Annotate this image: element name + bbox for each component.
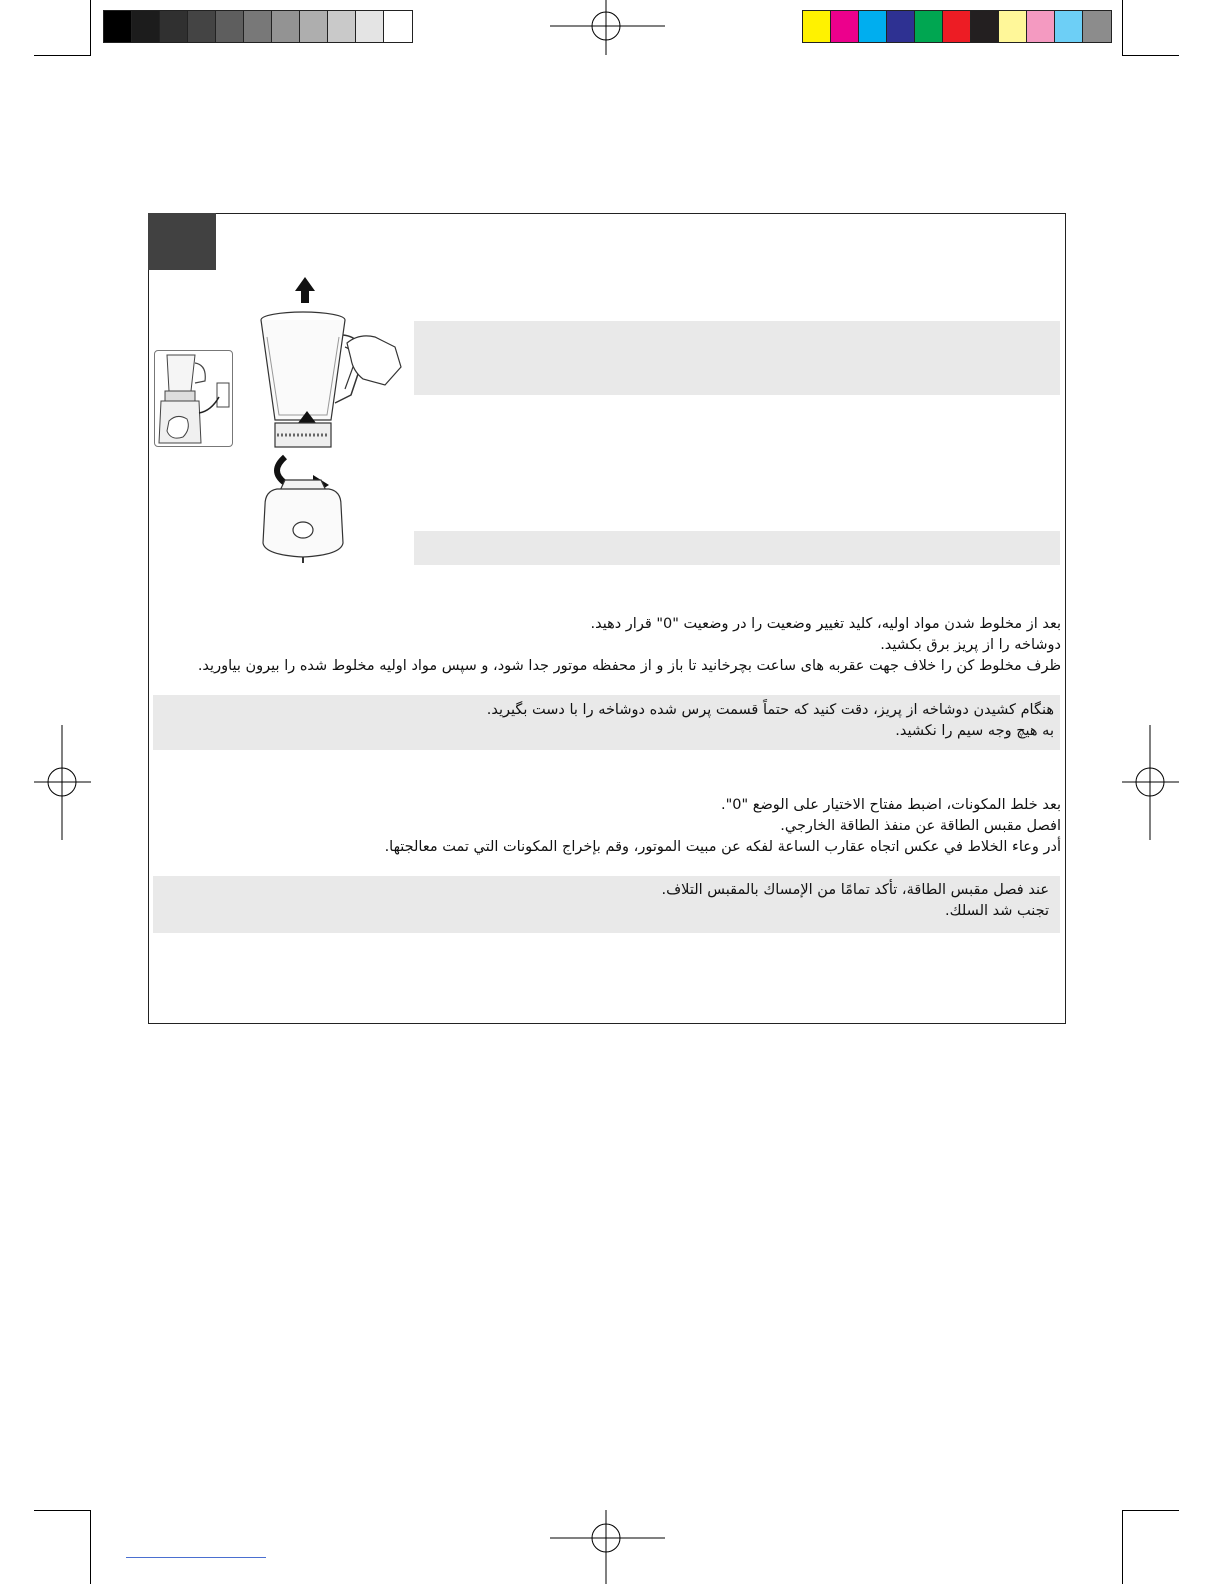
gray-swatch-9	[328, 11, 356, 42]
blender-disassembly-illustration	[255, 275, 415, 567]
color-swatch-6	[943, 11, 971, 42]
arabic-caution-line-1: عند فصل مقبس الطاقة، تأكد تمامًا من الإمساك بالمقبس التلاف.	[661, 882, 1049, 898]
gray-swatch-10	[356, 11, 384, 42]
gray-swatch-8	[300, 11, 328, 42]
registration-target-left-icon	[34, 725, 91, 840]
color-swatch-4	[887, 11, 915, 42]
color-swatch-1	[803, 11, 831, 42]
registration-target-top-icon	[550, 0, 665, 55]
illustration-note-band-bottom	[414, 531, 1060, 565]
persian-caution-note	[487, 700, 1054, 742]
gray-swatch-4	[188, 11, 216, 42]
arabic-step-2: افصل مقبس الطاقة عن منفذ الطاقة الخارجي.	[780, 818, 1061, 834]
arabic-step-3: أدر وعاء الخلاط في عكس اتجاه عقارب الساعة لفكه عن مبيت الموتور، وقم بإخراج المكونات التي تمت معالجتها.	[384, 839, 1061, 855]
gray-swatch-11	[384, 11, 412, 42]
gray-swatch-3	[160, 11, 188, 42]
gray-swatch-1	[104, 11, 132, 42]
registration-target-right-icon	[1122, 725, 1179, 840]
illustration-note-band-top	[414, 321, 1060, 395]
persian-caution-line-1: هنگام کشیدن دوشاخه از پریز، دقت کنید که حتماً قسمت پرس شده دوشاخه را با دست بگیرید.	[486, 702, 1054, 718]
persian-step-1: بعد از مخلوط شدن مواد اولیه، کلید تغییر وضعیت را در وضعیت "0" قرار دهید.	[590, 616, 1061, 632]
arabic-instructions	[385, 795, 1061, 858]
registration-target-bottom-icon	[550, 1510, 665, 1584]
persian-step-3: ظرف مخلوط کن را خلاف جهت عقربه های ساعت بچرخانید تا باز و از محفظه موتور جدا شود، و سپس مواد اولیه مخلوط شده را بیرون بیاورید.	[197, 658, 1061, 674]
arrow-up-icon	[295, 277, 315, 303]
gray-calibration-strip	[103, 10, 413, 43]
arabic-caution-note	[662, 880, 1049, 922]
color-swatch-10	[1055, 11, 1083, 42]
persian-instructions	[198, 614, 1061, 677]
gray-swatch-6	[244, 11, 272, 42]
gray-swatch-2	[132, 11, 160, 42]
color-swatch-9	[1027, 11, 1055, 42]
color-swatch-3	[859, 11, 887, 42]
color-swatch-7	[971, 11, 999, 42]
color-swatch-2	[831, 11, 859, 42]
step-number-box	[148, 213, 216, 270]
arabic-step-1: بعد خلط المكونات، اضبط مفتاح الاختيار على الوضع "0".	[720, 797, 1061, 813]
persian-caution-line-2: به هیچ وجه سیم را نکشید.	[895, 723, 1054, 739]
color-swatch-8	[999, 11, 1027, 42]
footer-underline	[126, 1557, 266, 1558]
gray-swatch-7	[272, 11, 300, 42]
arabic-caution-line-2: تجنب شد السلك.	[945, 903, 1049, 919]
unplug-inset-illustration	[154, 350, 233, 447]
color-calibration-strip	[802, 10, 1112, 43]
gray-swatch-5	[216, 11, 244, 42]
color-swatch-11	[1083, 11, 1111, 42]
color-swatch-5	[915, 11, 943, 42]
persian-step-2: دوشاخه را از پریز برق بکشید.	[880, 637, 1061, 653]
